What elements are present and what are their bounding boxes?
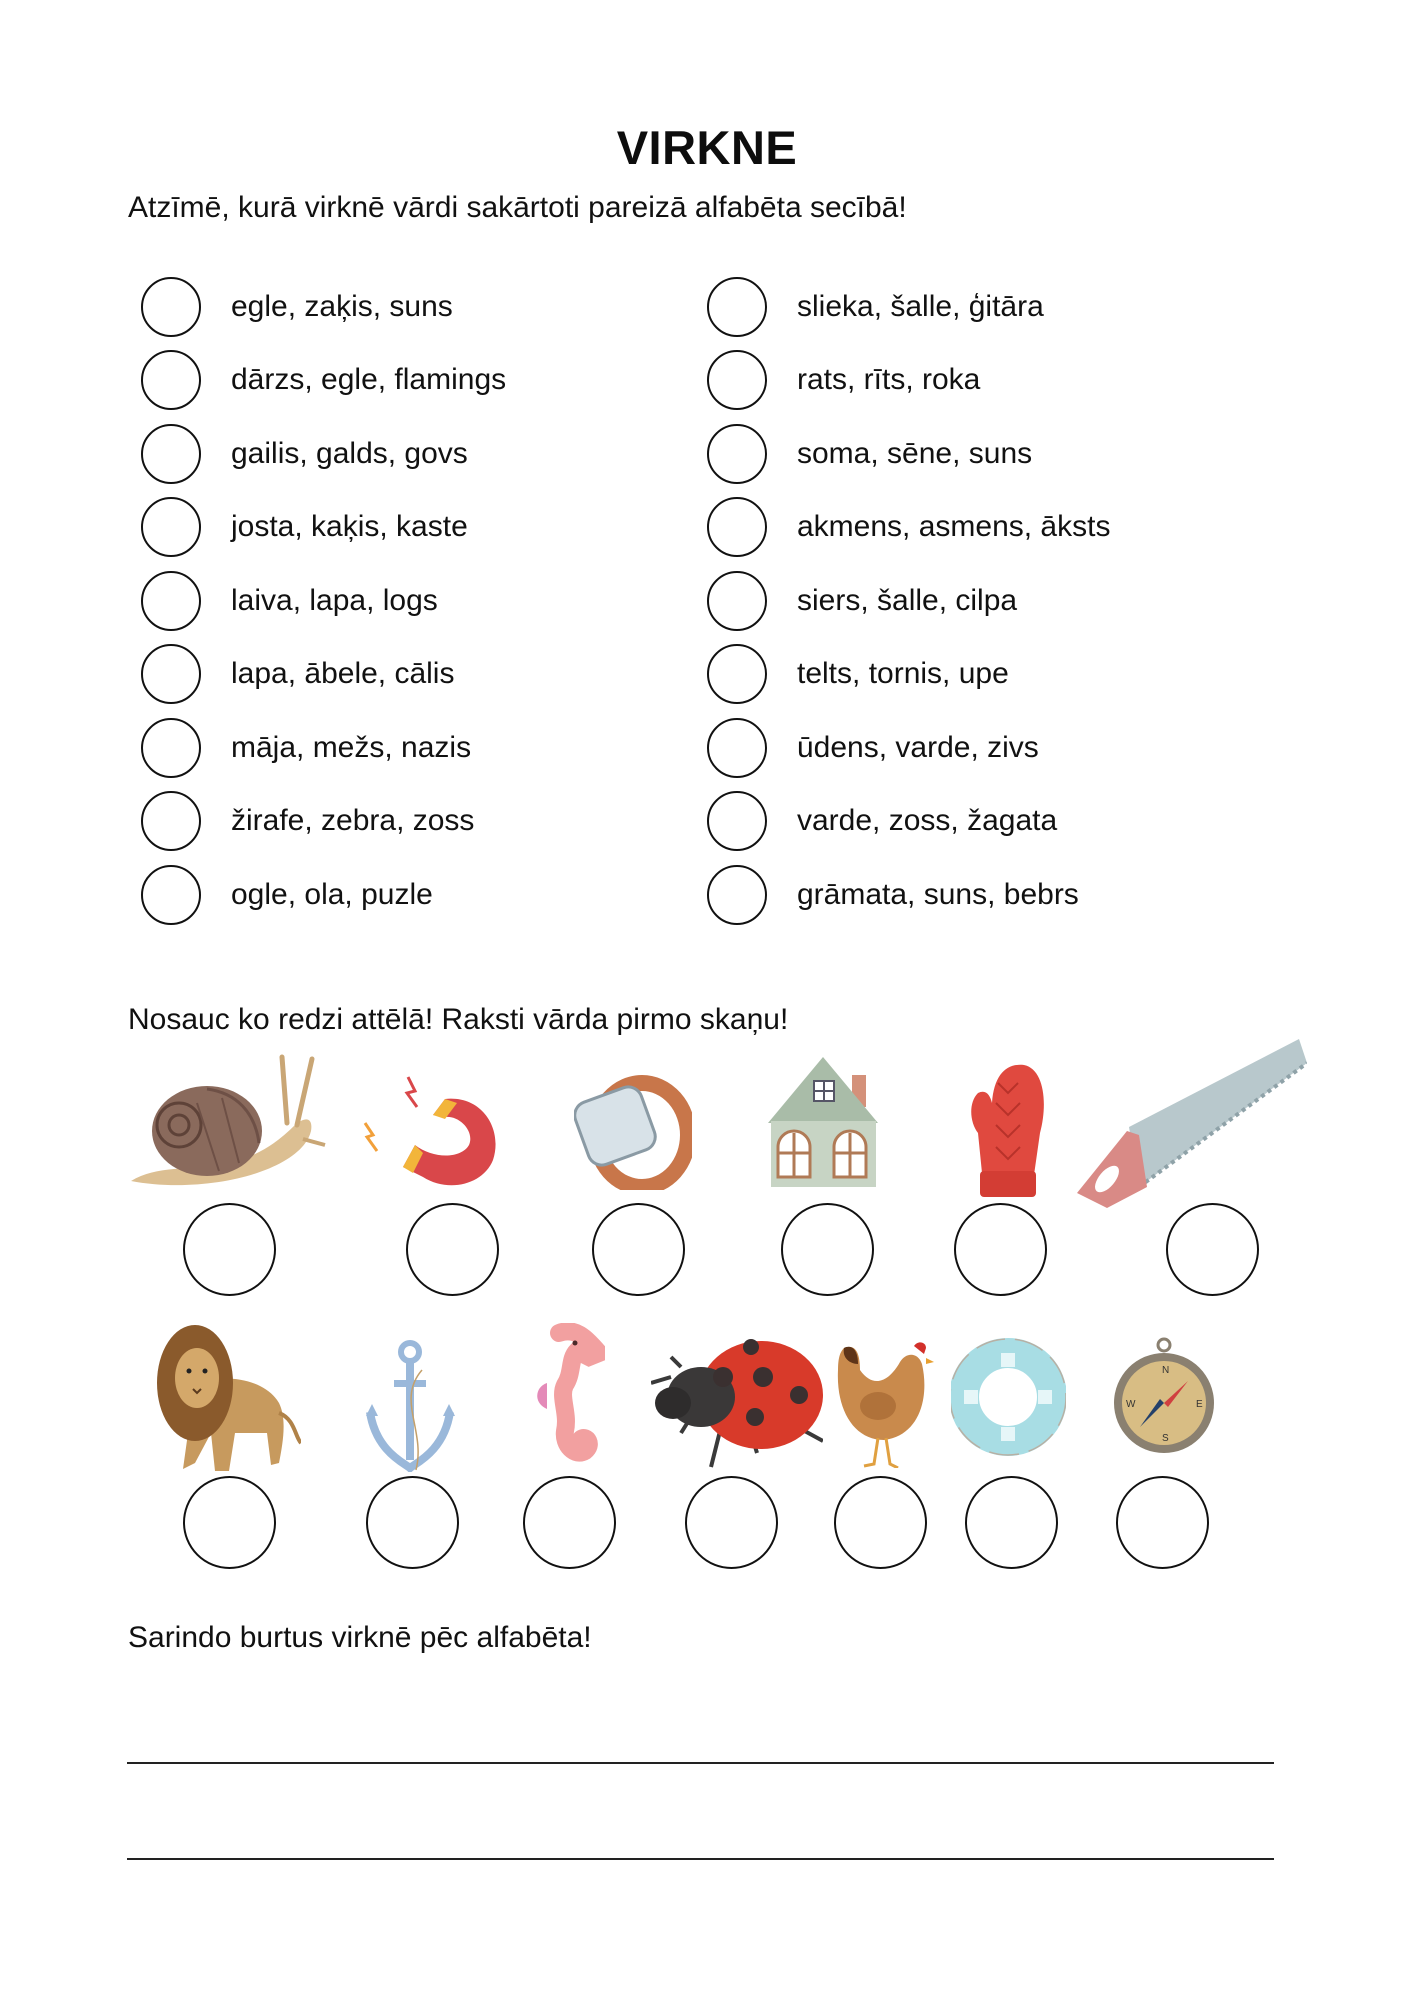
- watch-icon: [574, 1073, 692, 1190]
- house-icon: [766, 1055, 881, 1187]
- word-sequence: ūdens, varde, zivs: [797, 731, 1039, 764]
- list-item[interactable]: [707, 571, 1017, 631]
- list-item[interactable]: [707, 277, 1044, 337]
- compass-icon: [1112, 1337, 1216, 1456]
- svg-text:S: S: [1162, 1433, 1169, 1444]
- list-item[interactable]: [707, 497, 1110, 557]
- answer-circle[interactable]: [1166, 1203, 1259, 1296]
- section1-instruction: Atzīmē, kurā virknē vārdi sakārtoti pareizā alfabēta secībā!: [128, 191, 907, 224]
- word-sequence: grāmata, suns, bebrs: [797, 878, 1079, 911]
- anchor-icon: [366, 1340, 455, 1472]
- answer-circle[interactable]: [1116, 1476, 1209, 1569]
- radio-circle[interactable]: [141, 424, 201, 484]
- radio-circle[interactable]: [141, 644, 201, 704]
- list-item[interactable]: [141, 424, 468, 484]
- mitten-icon: [968, 1063, 1046, 1198]
- word-sequence: soma, sēne, suns: [797, 437, 1033, 470]
- list-item[interactable]: [141, 350, 506, 410]
- magnet-icon: [363, 1075, 503, 1190]
- radio-circle[interactable]: [707, 277, 767, 337]
- page-title: VIRKNE: [616, 121, 798, 174]
- list-item[interactable]: [707, 424, 1032, 484]
- list-item[interactable]: [707, 865, 1079, 925]
- radio-circle[interactable]: [707, 718, 767, 778]
- ladybug-icon: [651, 1337, 823, 1468]
- snail-icon: [127, 1053, 329, 1189]
- answer-circle[interactable]: [965, 1476, 1058, 1569]
- word-sequence: lapa, ābele, cālis: [231, 657, 455, 690]
- list-item[interactable]: [707, 791, 1057, 851]
- radio-circle[interactable]: [707, 424, 767, 484]
- answer-circle[interactable]: [183, 1203, 276, 1296]
- radio-circle[interactable]: [141, 718, 201, 778]
- radio-circle[interactable]: [707, 791, 767, 851]
- radio-circle[interactable]: [707, 644, 767, 704]
- word-sequence: egle, zaķis, suns: [231, 290, 453, 323]
- answer-circle[interactable]: [954, 1203, 1047, 1296]
- word-sequence: akmens, asmens, āksts: [797, 510, 1111, 543]
- word-sequence: siers, šalle, cilpa: [797, 584, 1018, 617]
- answer-line[interactable]: [127, 1762, 1274, 1764]
- word-sequence: josta, kaķis, kaste: [231, 510, 468, 543]
- word-sequence: māja, mežs, nazis: [231, 731, 472, 764]
- lifebuoy-icon: [951, 1333, 1066, 1457]
- list-item[interactable]: [707, 718, 1039, 778]
- word-sequence: varde, zoss, žagata: [797, 804, 1058, 837]
- radio-circle[interactable]: [707, 571, 767, 631]
- word-sequence: žirafe, zebra, zoss: [231, 804, 475, 837]
- answer-circle[interactable]: [366, 1476, 459, 1569]
- answer-circle[interactable]: [183, 1476, 276, 1569]
- radio-circle[interactable]: [707, 865, 767, 925]
- hen-icon: [834, 1340, 934, 1468]
- list-item[interactable]: [707, 350, 980, 410]
- word-sequence: laiva, lapa, logs: [231, 584, 438, 617]
- answer-circle[interactable]: [523, 1476, 616, 1569]
- list-item[interactable]: [141, 865, 433, 925]
- radio-circle[interactable]: [707, 350, 767, 410]
- radio-circle[interactable]: [141, 571, 201, 631]
- word-sequence: slieka, šalle, ģitāra: [797, 290, 1044, 323]
- answer-circle[interactable]: [406, 1203, 499, 1296]
- list-item[interactable]: [141, 791, 474, 851]
- radio-circle[interactable]: [707, 497, 767, 557]
- list-item[interactable]: [141, 718, 471, 778]
- radio-circle[interactable]: [141, 865, 201, 925]
- word-sequence: gailis, galds, govs: [231, 437, 468, 470]
- radio-circle[interactable]: [141, 791, 201, 851]
- seahorse-icon: [519, 1323, 605, 1467]
- answer-circle[interactable]: [781, 1203, 874, 1296]
- answer-line[interactable]: [127, 1858, 1274, 1860]
- list-item[interactable]: [707, 644, 1009, 704]
- radio-circle[interactable]: [141, 350, 201, 410]
- list-item[interactable]: [141, 277, 453, 337]
- section3-instruction: Sarindo burtus virknē pēc alfabēta!: [128, 1621, 592, 1654]
- word-sequence: ogle, ola, puzle: [231, 878, 433, 911]
- word-sequence: rats, rīts, roka: [797, 363, 981, 396]
- answer-circle[interactable]: [592, 1203, 685, 1296]
- svg-text:W: W: [1126, 1399, 1136, 1410]
- word-sequence: telts, tornis, upe: [797, 657, 1009, 690]
- radio-circle[interactable]: [141, 497, 201, 557]
- radio-circle[interactable]: [141, 277, 201, 337]
- list-item[interactable]: [141, 644, 454, 704]
- answer-circle[interactable]: [685, 1476, 778, 1569]
- word-sequence: dārzs, egle, flamings: [231, 363, 507, 396]
- answer-circle[interactable]: [834, 1476, 927, 1569]
- list-item[interactable]: [141, 571, 438, 631]
- lion-icon: [155, 1323, 301, 1473]
- saw-icon: [1077, 1037, 1307, 1208]
- svg-text:N: N: [1162, 1365, 1170, 1376]
- section2-instruction: Nosauc ko redzi attēlā! Raksti vārda pirmo skaņu!: [128, 1003, 789, 1036]
- svg-text:E: E: [1196, 1399, 1203, 1410]
- list-item[interactable]: [141, 497, 468, 557]
